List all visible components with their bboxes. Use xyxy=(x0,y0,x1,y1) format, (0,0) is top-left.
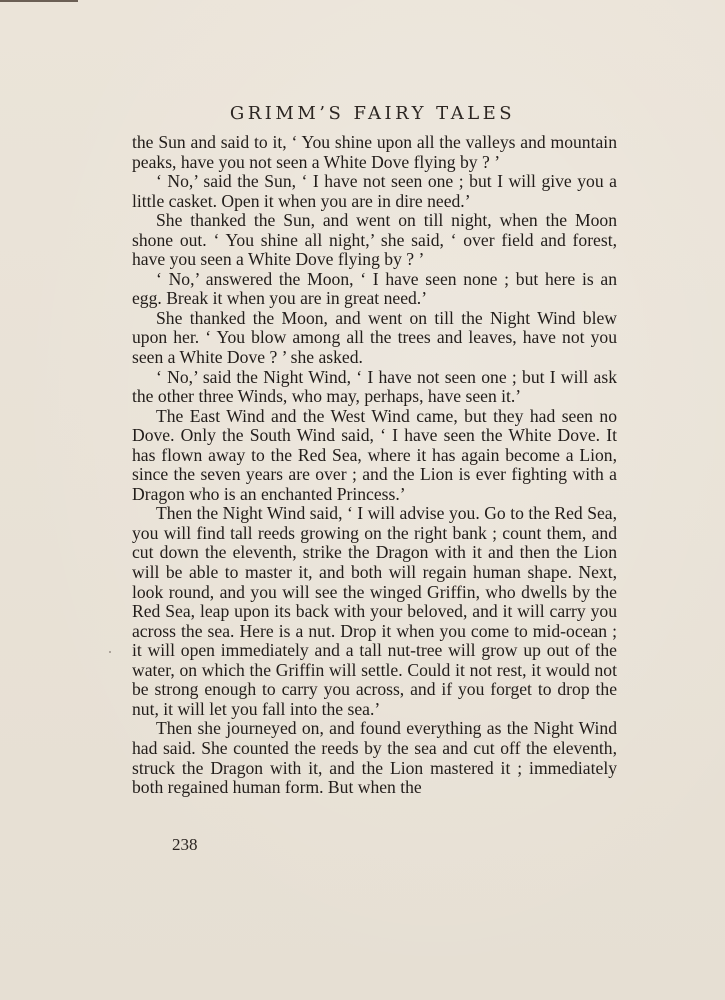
page-number: 238 xyxy=(172,835,198,854)
paragraph: the Sun and said to it, ‘ You shine upon all the valleys and mountain peaks, have you not seen a White Dove flying by ? ’ xyxy=(132,132,617,172)
paragraph: Then the Night Wind said, ‘ I will advise you. Go to the Red Sea, you will find tall reeds growing on the right bank ; count them, and cut down the eleventh, strike the Dragon with it and then the Lion will be able to master it, and both will regain human shape. Next, look round, and you will see the winged Griffin, who dwells by the Red Sea, leap upon its back with your beloved, and it will carry you across the sea. Here is a nut. Drop it when you come to mid-ocean ; it will open immediately and a tall nut-tree will grow up out of the water, on which the Griffin will settle. Could it not rest, it would not be strong enough to carry you across, and if you forget to drop the nut, it will let you fall into the sea.’ xyxy=(132,503,617,719)
paragraph: ‘ No,’ answered the Moon, ‘ I have seen none ; but here is an egg. Break it when you are in great need.’ xyxy=(132,268,617,309)
paragraph: Then she journeyed on, and found everything as the Night Wind had said. She counted the reeds by the sea and cut off the eleventh, struck the Dragon with it, and the Lion mastered it ; immediately both regained human form. But when the xyxy=(132,718,617,798)
top-edge-rule xyxy=(0,0,78,2)
paragraph: She thanked the Moon, and went on till the Night Wind blew upon her. ‘ You blow among all the trees and leaves, have not you seen a White Dove ? ’ she asked. xyxy=(132,307,617,368)
paragraph: ‘ No,’ said the Sun, ‘ I have not seen one ; but I will give you a little casket. Open it when you are in dire need.’ xyxy=(132,171,617,211)
paragraph: She thanked the Sun, and went on till night, when the Moon shone out. ‘ You shine all night,’ she said, ‘ over field and forest, have you seen a White Dove flying by ? ’ xyxy=(132,210,617,270)
paper-speck xyxy=(109,651,111,653)
body-text xyxy=(132,133,617,798)
paragraph: The East Wind and the West Wind came, but they had seen no Dove. Only the South Wind said, ‘ I have seen the White Dove. It has flown away to the Red Sea, where it has again become a Lion, since the seven years are over ; and the Lion is ever fighting with a Dragon who is an enchanted Princess.’ xyxy=(132,405,617,504)
paragraph: ‘ No,’ said the Night Wind, ‘ I have not seen one ; but I will ask the other three Winds, who may, perhaps, have seen it.’ xyxy=(132,366,617,407)
running-head-title: GRIMM’S FAIRY TALES xyxy=(229,103,516,124)
